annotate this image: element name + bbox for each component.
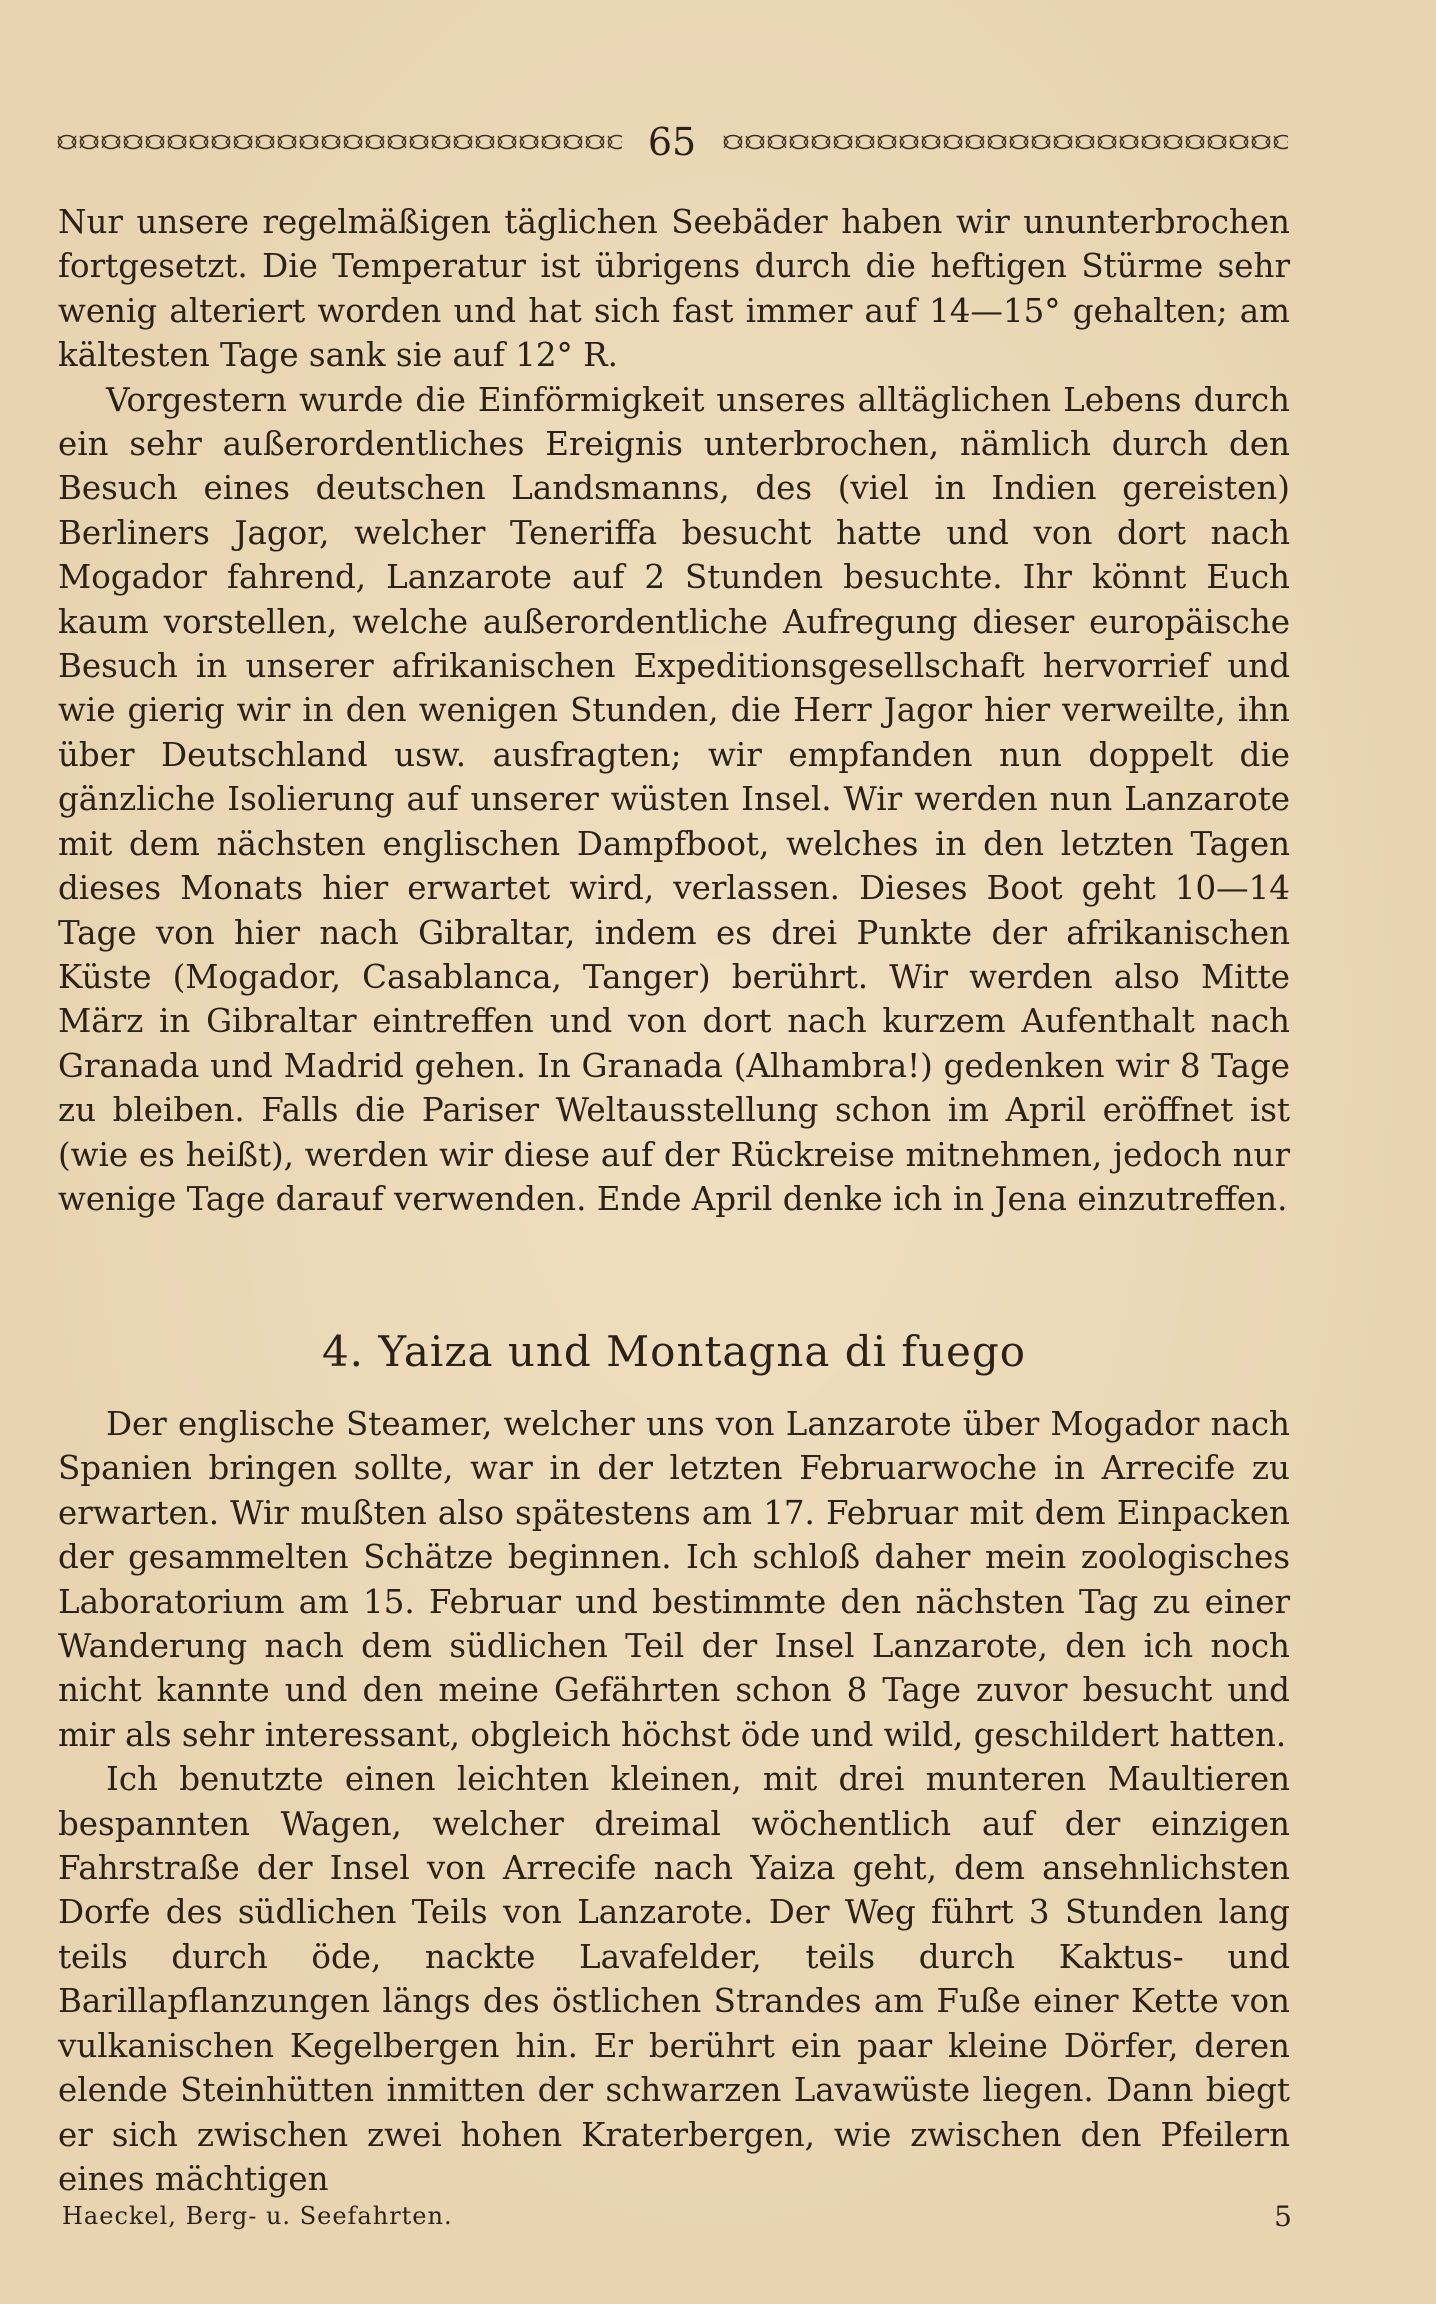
ornament-left-icon [56,130,622,154]
page-footer [62,2196,1292,2236]
footer-source: Haeckel, Berg- u. Seefahrten. [62,2202,453,2230]
paragraph: Nur unsere regelmäßigen täglichen Seebäder haben wir ununterbrochen fortgesetzt. Die Temperatur ist übrigens durch die heftigen Stürme sehr wenig alteriert worden und hat sich fast immer auf 14—15° gehalten; am kältesten Tage sank sie auf 12° R. [58,203,1290,375]
body-text-bottom [58,1402,1290,2201]
paragraph: Ich benutzte einen leichten kleinen, mit drei munteren Maultieren bespannten Wagen, welcher dreimal wöchentlich auf der einzigen Fahrstraße der Insel von Arrecife nach Yaiza geht, dem ansehnlichsten Dorfe des südlichen Teils von Lanzarote. Der Weg führt 3 Stunden lang teils durch öde, nackte Lavafelder, teils durch Kaktus- und Barillapflanzungen längs des östlichen Strandes am Fuße einer Kette von vulkanischen Kegelbergen hin. Er berührt ein paar kleine Dörfer, deren elende Steinhütten inmitten der schwarzen Lavawüste liegen. Dann biegt er sich zwischen zwei hohen Kraterbergen, wie zwischen den Pfeilern eines mächtigen [58,1760,1290,2198]
signature-mark: 5 [1274,2199,1292,2233]
body-text-top [58,200,1290,1221]
ornament-right-icon [722,130,1288,154]
section-heading: 4. Yaiza und Montagna di fuego [321,1327,1027,1376]
page-number: 65 [647,120,697,164]
paragraph: Der englische Steamer, welcher uns von Lanzarote über Mogador nach Spanien bringen sollte, war in der letzten Februarwoche in Arrecife zu erwarten. Wir mußten also spätestens am 17. Februar mit dem Einpacken der gesammelten Schätze beginnen. Ich schloß daher mein zoologisches Laboratorium am 15. Februar und bestimmte den nächsten Tag zu einer Wanderung nach dem südlichen Teil der Insel Lanzarote, den ich noch nicht kannte und den meine Gefährten schon 8 Tage zuvor besucht und mir als sehr interessant, obgleich höchst öde und wild, geschildert hatten. [58,1405,1290,1754]
running-head [56,118,1288,166]
paragraph: Vorgestern wurde die Einförmigkeit unseres alltäglichen Lebens durch ein sehr außerordentliches Ereignis unterbrochen, nämlich durch den Besuch eines deutschen Landsmanns, des (viel in Indien gereisten) Berliners Jagor, welcher Teneriffa besucht hatte und von dort nach Mogador fahrend, Lanzarote auf 2 Stunden besuchte. Ihr könnt Euch kaum vorstellen, welche außerordentliche Aufregung dieser europäische Besuch in unserer afrikanischen Expeditionsgesellschaft hervorrief und wie gierig wir in den wenigen Stunden, die Herr Jagor hier verweilte, ihn über Deutschland usw. ausfragten; wir empfanden nun doppelt die gänzliche Isolierung auf unserer wüsten Insel. Wir werden nun Lanzarote mit dem nächsten englischen Dampfboot, welches in den letzten Tagen dieses Monats hier erwartet wird, verlassen. Dieses Boot geht 10—14 Tage von hier nach Gibraltar, indem es drei Punkte der afrikanischen Küste (Mogador, Casablanca, Tanger) berührt. Wir werden also Mitte März in Gibraltar eintreffen und von dort nach kurzem Aufenthalt nach Granada und Madrid gehen. In Granada (Alhambra!) gedenken wir 8 Tage zu bleiben. Falls die Pariser Weltausstellung schon im April eröffnet ist (wie es heißt), werden wir diese auf der Rückreise mitnehmen, jedoch nur wenige Tage darauf verwenden. Ende April denke ich in Jena einzutreffen. [58,380,1290,1218]
